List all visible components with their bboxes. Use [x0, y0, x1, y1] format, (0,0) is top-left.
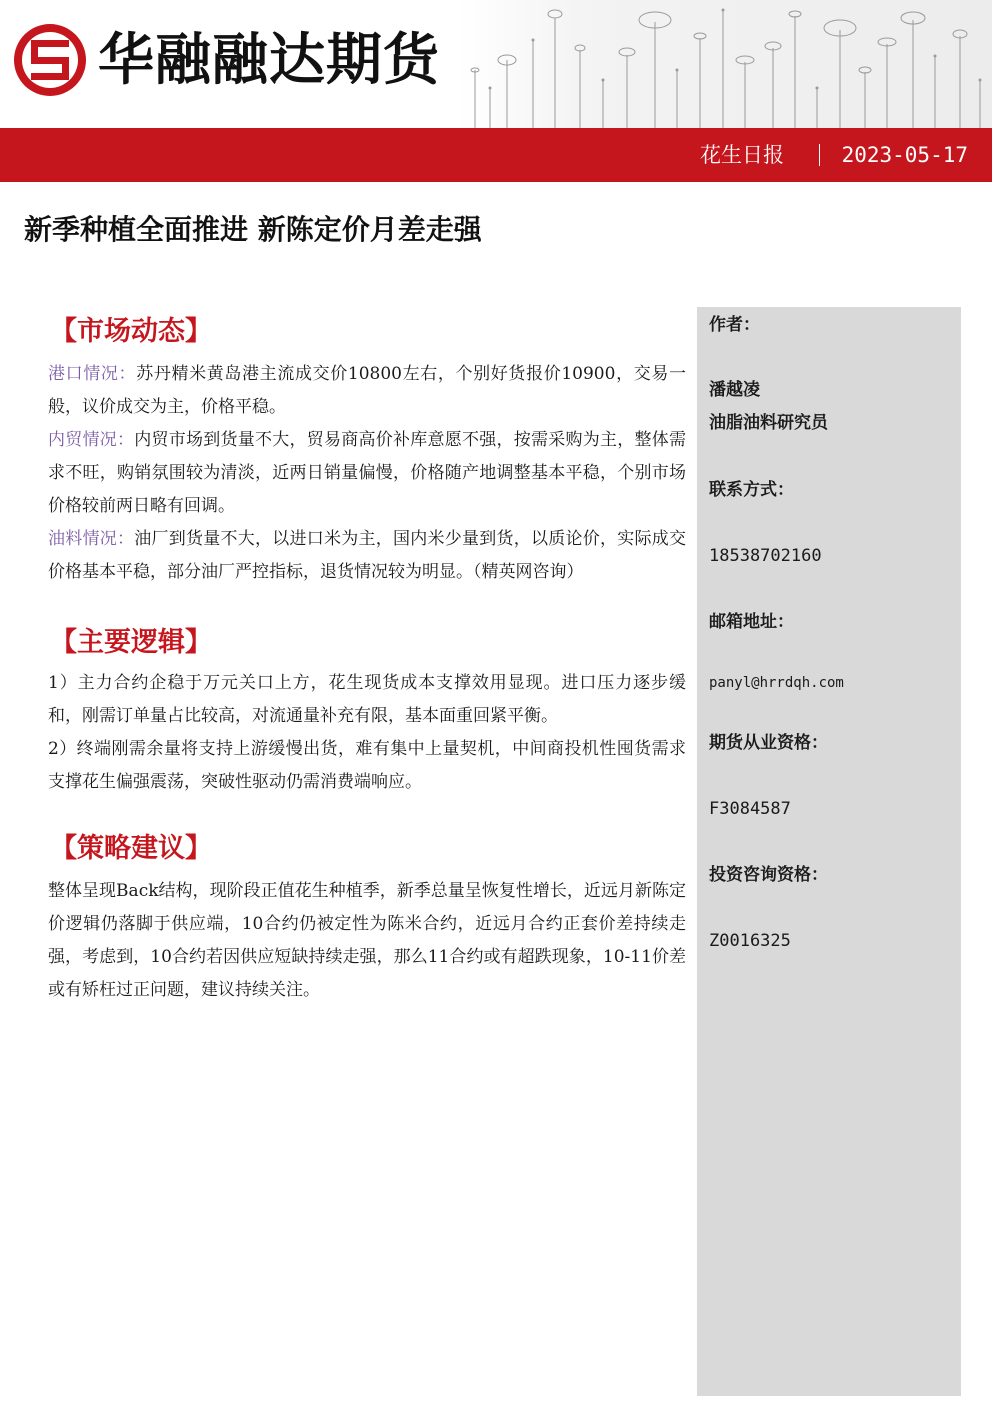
logic-item: 1）主力合约企稳于万元关口上方，花生现货成本支撑效用显现。进口压力逐步缓和，刚需订单量占比较高，对流通量补充有限，基本面重回紧平衡。	[48, 673, 686, 726]
strategy-text: 整体呈现Back结构，现阶段正值花生种植季，新季总量呈恢复性增长，近远月新陈定价逻辑仍落脚于供应端，10合约仍被定性为陈米合约，近远月合约正套价差持续走强，考虑到，10合约若因供应短缺持续走强，那么11合约或有超跌现象，10-11价差或有矫枉过正问题，建议持续关注。	[48, 881, 686, 1000]
section-heading-market: 【市场动态】	[50, 316, 212, 347]
market-item-oil	[48, 523, 686, 589]
author-label: 作者：	[709, 315, 760, 335]
market-item-text: 油厂到货量不大，以进口米为主，国内米少量到货，以质论价，实际成交价格基本平稳，部分油厂严控指标，退货情况较为明显。（精英网咨询）	[48, 529, 686, 582]
section-strategy	[48, 829, 686, 1007]
section-heading-strategy: 【策略建议】	[50, 833, 212, 864]
logo-mark-icon	[12, 22, 88, 98]
report-header	[0, 0, 992, 128]
market-item-label: 内贸情况：	[48, 430, 135, 450]
advisory-qualification-label: 投资咨询资格：	[709, 865, 828, 885]
market-item-label: 油料情况：	[48, 529, 135, 549]
brand-name: 华融融达期货	[98, 28, 440, 93]
market-item-text: 内贸市场到货量不大，贸易商高价补库意愿不强，按需采购为主，整体需求不旺，购销氛围较为清淡，近两日销量偏慢，价格随产地调整基本平稳，个别市场价格较前两日略有回调。	[48, 430, 686, 516]
email-address[interactable]: panyl@hrrdqh.com	[709, 675, 844, 691]
contact-label: 联系方式：	[709, 480, 794, 500]
report-type: 花生日报	[700, 143, 784, 167]
banner-divider	[819, 144, 820, 166]
market-item-port	[48, 358, 686, 424]
logic-item: 2）终端刚需余量将支持上游缓慢出货，难有集中上量契机，中间商投机性囤货需求支撑花生偏强震荡，突破性驱动仍需消费端响应。	[48, 739, 686, 792]
section-logic	[48, 623, 686, 799]
email-label: 邮箱地址：	[709, 612, 794, 632]
main-content	[48, 312, 686, 1007]
section-market	[48, 312, 686, 589]
futures-qualification-number: F3084587	[709, 799, 791, 819]
decorative-pattern	[455, 0, 992, 128]
advisory-qualification-number: Z0016325	[709, 931, 791, 951]
author-sidebar	[697, 307, 961, 1396]
author-name: 潘越凌	[709, 380, 760, 400]
futures-qualification-label: 期货从业资格：	[709, 733, 828, 753]
market-item-domestic	[48, 424, 686, 523]
market-item-text: 苏丹精米黄岛港主流成交价10800左右，个别好货报价10900，交易一般，议价成交为主，价格平稳。	[48, 364, 686, 417]
report-banner	[0, 128, 992, 182]
author-role: 油脂油料研究员	[709, 413, 828, 433]
phone-number: 18538702160	[709, 546, 822, 566]
section-heading-logic: 【主要逻辑】	[50, 627, 212, 658]
report-title: 新季种植全面推进 新陈定价月差走强	[24, 213, 482, 246]
report-date: 2023-05-17	[841, 143, 968, 167]
market-item-label: 港口情况：	[48, 364, 137, 384]
